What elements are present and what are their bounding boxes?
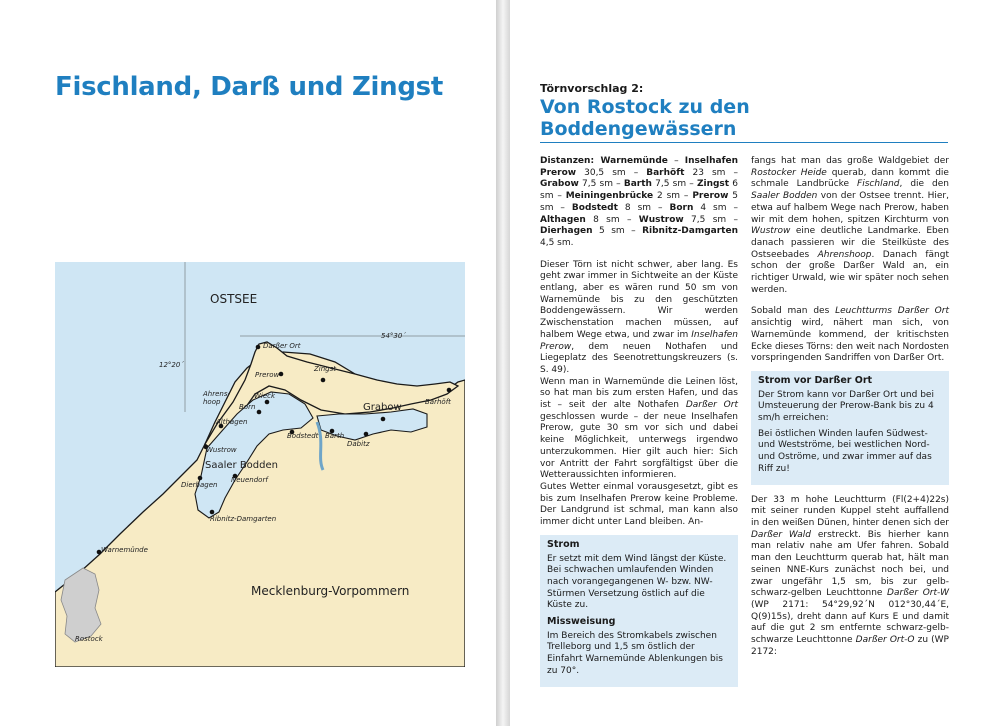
paragraph: Gutes Wetter einmal vorausgesetzt, gibt es bis zum Inselhafen Prerow keine Probleme. Der Landgrund ist schmal, man kann also immer dicht unter Land bleiben. An-: [540, 481, 738, 528]
map-label-warnemuende: Warnemünde: [101, 546, 148, 554]
map-label-rostock: Rostock: [75, 635, 103, 643]
paragraph: Dieser Törn ist nicht schwer, aber lang. Es geht zwar immer in Sichtweite an der Küste entlang, aber es wären rund 50 sm von Warnemünde bis zu den geschützten Boddengewässern. Wir werden Zwischenstation machen müssen, auf halbem Wege etwa, und zwar im Inselhafen Prerow, dem neuen Nothafen und Liegeplatz des Seenotrettungskreuzers (s. S. 49).: [540, 259, 738, 375]
dot-prerow: [279, 372, 284, 377]
box-text: Bei östlichen Winden laufen Südwest- und Westströme, bei westlichen Nord- und Oströme, und zwar immer auf das Riff zu!: [758, 428, 932, 474]
map-label-althagen: Althagen: [216, 418, 248, 426]
box-heading: Missweisung: [547, 616, 616, 628]
map-label-wustrow: Wustrow: [206, 446, 237, 454]
box-text: Der Strom kann vor Darßer Ort und bei Umsteuerung der Prerow-Bank bis zu 4 sm/h erreichen:: [758, 389, 934, 424]
map-label-bodstedt: Bodstedt: [287, 432, 319, 440]
map-rostock-area: [61, 568, 101, 642]
info-box-strom: [540, 535, 738, 687]
map-label-lat: 54°30´: [381, 332, 406, 340]
dot-dabitz: [364, 432, 369, 437]
paragraph: Sobald man des Leuchtturms Darßer Ort ansichtig wird, nähert man sich, von Warnemünde kommend, der kritischsten Ecke dieses Törns: den weit nach Nordosten vorspringenden Sandriffen von Darßer Ort.: [751, 306, 949, 364]
dot-barhoeft: [447, 388, 452, 393]
map-label-wieck: Wieck: [254, 392, 276, 400]
box-heading: Strom: [547, 538, 580, 550]
dot-zingst: [321, 378, 326, 383]
box-text: Er setzt mit dem Wind längst der Küste. Bei schwachen umlaufenden Winden nach vorangegangenen W- bzw. NW-Stürmen Versetzung östlich auf die Küste zu.: [547, 553, 727, 611]
map-label-dabitz: Dabitz: [347, 440, 370, 448]
map-label-prerow: Prerow: [255, 371, 280, 379]
map-label-saaler-bodden: Saaler Bodden: [205, 460, 278, 471]
box-text: Im Bereich des Stromkabels zwischen Trelleborg und 1,5 sm östlich der Einfahrt Warnemünde Ablenkungen bis zu 70°.: [547, 630, 723, 676]
map-label-ribnitz: Ribnitz-Damgarten: [210, 515, 277, 523]
dot-grabow: [381, 417, 386, 422]
map-label-barth: Barth: [325, 432, 345, 440]
route-title: Von Rostock zu den Boddengewässern: [540, 96, 948, 143]
map-label-ahrenshoop: Ahrens- hoop: [203, 390, 231, 406]
box-heading: Strom vor Darßer Ort: [758, 374, 873, 386]
map-label-darsser-ort: Darßer Ort: [263, 342, 301, 350]
dot-darsser-ort: [256, 345, 261, 350]
chapter-title: Fischland, Darß und Zingst: [55, 72, 443, 102]
route-kicker: Törnvorschlag 2:: [540, 82, 644, 95]
paragraph: Wenn man in Warnemünde die Leinen löst, so hat man bis zum ersten Hafen, und das ist – seit der alte Nothafen Darßer Ort geschlossen wurde – der neue Inselhafen Prerow, gute 30 sm vor sich und dabei keine Möglichkeit, unterwegs irgendwo unterzukommen. Hier gilt auch hier: Sich vor Antritt der Fahrt sorgfältigst über die Wetteraussichten informieren.: [540, 376, 738, 481]
map-label-barhoeft: Barhöft: [425, 398, 451, 406]
right-page: [510, 0, 1007, 726]
dot-wieck: [265, 400, 270, 405]
book-gutter: [496, 0, 510, 726]
map-label-lon: 12°20´: [159, 361, 184, 369]
text-column-1: [540, 156, 738, 695]
dot-born: [257, 410, 262, 415]
map-label-sea: OSTSEE: [210, 292, 258, 306]
map-label-region: Mecklenburg-Vorpommern: [251, 584, 410, 598]
dot-dierhagen: [198, 476, 203, 481]
chart-map: [55, 262, 465, 667]
left-page: [0, 0, 496, 726]
text-column-2: [751, 156, 949, 664]
map-label-neuendorf: Neuendorf: [231, 476, 268, 484]
paragraph: fangs hat man das große Waldgebiet der Rostocker Heide querab, dann kommt die schmale Landbrücke Fischland, die den Saaler Bodden von der Ostsee trennt. Hier, etwa auf halbem Wege nach Prerow, haben wir mit dem hohen, spitzen Kirchturm von Wustrow eine deutliche Landmarke. Eben danach passieren wir die Steilküste des Ostseebades Ahrenshoop. Danach fängt schon der große Darßer Wald an, ein richtiger Urwald, wie wir später noch sehen werden.: [751, 156, 949, 295]
map-label-dierhagen: Dierhagen: [181, 481, 218, 489]
map-label-grabow: Grabow: [363, 402, 402, 413]
distances-paragraph: Distanzen: Warnemünde – Inselhafen Prerow 30,5 sm – Barhöft 23 sm – Grabow 7,5 sm – Barth 7,5 sm – Zingst 6 sm – Meiningenbrücke 2 sm – Prerow 5 sm – Bodstedt 8 sm – Born 4 sm – Althagen 8 sm – Wustrow 7,5 sm – Dierhagen 5 sm – Ribnitz-Damgarten 4,5 sm.: [540, 156, 739, 248]
paragraph: Der 33 m hohe Leuchtturm (Fl(2+4)22s) mit seiner runden Kuppel steht auffallend in den weißen Dünen, hinter denen sich der Darßer Wald erstreckt. Bis hierher kann man relativ nahe am Ufer fahren. Sobald man den Leuchtturm querab hat, hält man seinen NNE-Kurs zunächst noch bei, und zwar ungefähr 1,5 sm, bis zur gelb-schwarz-gelben Leuchttonne Darßer Ort-W (WP 2171: 54°29,92´N 012°30,44´E, Q(9)15s), dreht dann auf Kurs E und damit auf die gut 2 sm entfernte schwarz-gelb-schwarze Leuchttonne Darßer Ort-O zu (WP 2172:: [751, 494, 949, 657]
map-label-zingst: Zingst: [314, 365, 337, 373]
info-box-strom-darsser-ort: [751, 371, 949, 485]
map-label-born: Born: [239, 403, 256, 411]
dot-ribnitz: [210, 510, 215, 515]
